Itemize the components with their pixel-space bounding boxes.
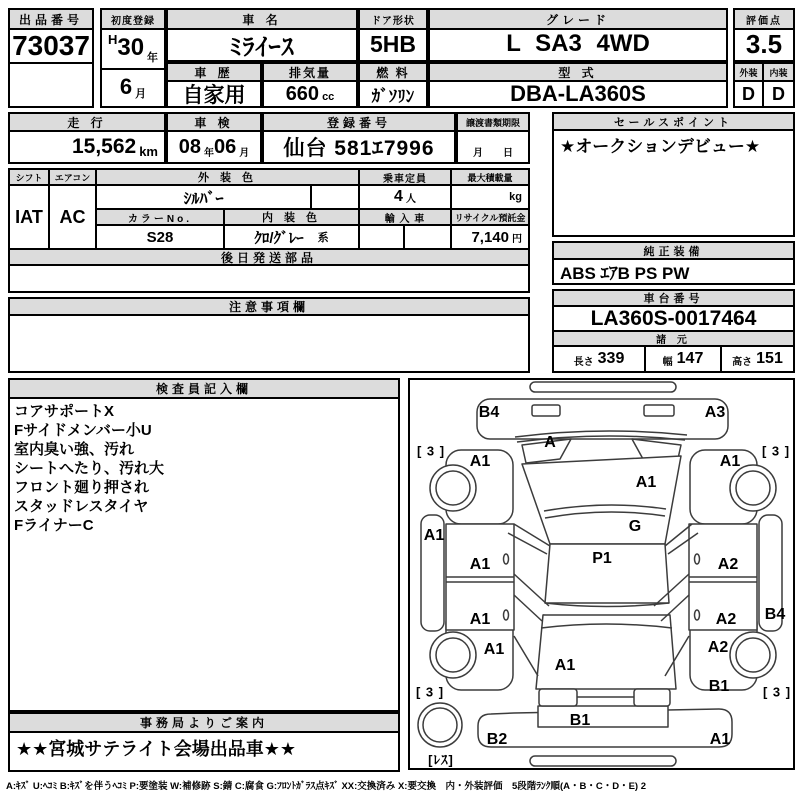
car-outline-diagram xyxy=(410,380,793,768)
auction-no-box xyxy=(8,8,94,108)
car-name-value: ﾐﾗｲｰｽ xyxy=(229,33,295,61)
spec-length-label: 長さ xyxy=(573,357,594,368)
damage-code: A xyxy=(544,434,556,451)
tire-grade-label: [ 3 ] xyxy=(416,443,446,459)
car-name-label: 車 名 xyxy=(168,10,356,30)
spec-length xyxy=(554,347,646,371)
fuel-label: 燃 料 xyxy=(360,64,426,82)
model-code-value: DBA-LA360S xyxy=(510,81,646,106)
shaken-year-unit: 年 xyxy=(204,148,214,159)
first-reg-era: H xyxy=(107,32,118,47)
int-color-suffix: 系 xyxy=(317,232,329,244)
legend-text: A:ｷｽﾞ U:ﾍｺﾐ B:ｷｽﾞを伴うﾍｺﾐ P:要塗装 W:補修跡 S:錆 C:腐食 G:ﾌﾛﾝﾄｶﾞﾗｽ点ｷｽﾞ XX:交換済み X:要交換 内・外装評価 5段階ﾗﾝｸ順(A・B・C・D・E) 2 xyxy=(6,781,647,792)
displacement-num: 660 xyxy=(285,82,320,105)
ext-color-value: ｼﾙﾊﾞｰ xyxy=(97,186,312,210)
recycle-unit: 円 xyxy=(512,234,522,245)
door-label: ドア形状 xyxy=(360,10,426,30)
equipment-value: ABS ｴｱB PS PW xyxy=(560,264,690,283)
first-reg-month xyxy=(102,70,164,104)
inspector-line: フロント廻り押され xyxy=(14,479,150,496)
mileage-label: 走 行 xyxy=(10,114,164,132)
shaken-box xyxy=(166,112,262,164)
inspector-line: 室内臭い強、汚れ xyxy=(14,441,135,458)
exterior-value: D xyxy=(735,82,764,106)
damage-code: B1 xyxy=(569,712,591,729)
door-box xyxy=(358,8,428,62)
reg-no-box xyxy=(262,112,456,164)
inspector-line: Fサイドメンバー小U xyxy=(14,422,152,439)
damage-code: A1 xyxy=(719,453,741,470)
exterior-label: 外装 xyxy=(735,64,764,82)
auction-no-label: 出品番号 xyxy=(10,10,92,30)
equipment-label: 純正装備 xyxy=(554,243,793,260)
aircon-label: エアコン xyxy=(50,170,97,186)
specs-label: 諸 元 xyxy=(554,332,793,347)
front-bumper xyxy=(477,399,728,439)
sales-point-value: ★オークションデビュー★ xyxy=(560,136,761,156)
damage-code: B1 xyxy=(708,678,730,695)
shift-value: IAT xyxy=(10,186,50,250)
inspector-notes xyxy=(10,399,398,535)
damage-code: A1 xyxy=(469,611,491,628)
right-headlight xyxy=(644,405,674,416)
damage-code: B2 xyxy=(486,731,508,748)
inspector-box xyxy=(8,378,400,712)
door-handle xyxy=(504,610,509,620)
spec-height-value: 151 xyxy=(756,350,783,367)
front-strip xyxy=(530,382,676,392)
office-value: ★★宮城サテライト会場出品車★★ xyxy=(16,739,297,759)
max-load-label: 最大積載量 xyxy=(452,170,528,186)
score-label: 評価点 xyxy=(735,10,793,30)
damage-code: A1 xyxy=(469,556,491,573)
int-color-name: ｸﾛ/ｸﾞﾚｰ xyxy=(254,229,304,247)
shaken-label: 車 検 xyxy=(168,114,260,132)
specs-row xyxy=(554,347,793,371)
spec-width xyxy=(646,347,722,371)
score-box xyxy=(733,8,795,62)
damage-code: A2 xyxy=(717,556,739,573)
spec-length-value: 339 xyxy=(597,350,625,367)
first-reg-month-unit: 月 xyxy=(135,88,147,100)
tire-grade-label: [ 3 ] xyxy=(415,684,445,700)
tire-grade-label: [ 3 ] xyxy=(762,684,792,700)
mileage-unit: km xyxy=(139,144,158,159)
first-reg-year xyxy=(102,30,164,70)
displacement-value xyxy=(264,82,356,106)
chassis-label: 車台番号 xyxy=(554,291,793,307)
office-box xyxy=(8,712,400,772)
damage-code: P1 xyxy=(592,550,612,567)
damage-diagram xyxy=(408,378,795,770)
inspector-line: シートへたり、汚れ大 xyxy=(14,460,165,477)
shaken-value xyxy=(168,132,260,162)
damage-code: A1 xyxy=(483,641,505,658)
fuel-box xyxy=(358,62,428,108)
model-code-label: 型 式 xyxy=(430,64,726,82)
capacity-unit: 人 xyxy=(405,194,416,205)
first-reg-year-unit: 年 xyxy=(147,52,159,64)
capacity-num: 4 xyxy=(394,188,403,205)
recycle-value xyxy=(452,226,528,250)
import-value-1 xyxy=(360,226,405,250)
equipment-box xyxy=(552,241,795,285)
ext-int-box xyxy=(733,62,795,108)
shaken-year: 08 xyxy=(178,135,201,158)
inspector-line: FライナーC xyxy=(14,517,94,534)
spec-width-label: 幅 xyxy=(662,357,673,368)
sales-point-label: セールスポイント xyxy=(554,114,793,131)
damage-code: A1 xyxy=(423,527,445,544)
transfer-value: 月 日 xyxy=(473,148,513,159)
damage-code: B4 xyxy=(764,606,786,623)
import-value-2 xyxy=(405,226,452,250)
spec-height-label: 高さ xyxy=(732,357,753,368)
mileage-value xyxy=(10,132,164,162)
color-no-label: カラーNo. xyxy=(97,210,225,226)
reg-no-value: 仙台 581ｴ7996 xyxy=(283,137,435,160)
reg-no-label: 登録番号 xyxy=(264,114,454,132)
int-color-label: 内 装 色 xyxy=(225,210,360,226)
grade-value: L SA3 4WD xyxy=(506,30,650,57)
inspector-label: 検査員記入欄 xyxy=(10,380,398,399)
color-grid-box xyxy=(8,168,530,293)
model-code-box xyxy=(428,62,728,108)
chassis-specs-box xyxy=(552,289,795,373)
later-parts-value xyxy=(10,266,528,291)
interior-value: D xyxy=(772,83,785,104)
fuel-value: ｶﾞｿﾘﾝ xyxy=(371,86,415,106)
history-box xyxy=(166,62,262,108)
hood-windshield xyxy=(522,456,681,544)
mileage-num: 15,562 xyxy=(71,135,137,158)
aircon-value: AC xyxy=(50,186,97,250)
door-value: 5HB xyxy=(369,30,416,57)
damage-code: A3 xyxy=(704,404,726,421)
chassis-value: LA360S-0017464 xyxy=(554,307,793,332)
damage-code: A1 xyxy=(635,474,657,491)
transfer-box xyxy=(456,112,530,164)
grade-box xyxy=(428,8,728,62)
first-reg-month-num: 6 xyxy=(119,74,133,99)
transfer-label: 譲渡書類期限 xyxy=(458,114,528,132)
door-handle xyxy=(695,554,700,564)
shaken-month: 06 xyxy=(214,135,237,158)
capacity-label: 乗車定員 xyxy=(360,170,452,186)
auction-no-value: 73037 xyxy=(10,30,92,64)
int-color-value xyxy=(225,226,360,250)
inspector-line: コアサポートX xyxy=(14,403,115,420)
rear-panel xyxy=(538,706,668,727)
first-reg-year-num: 30 xyxy=(117,34,145,61)
shaken-month-unit: 月 xyxy=(239,148,250,159)
recycle-label: リサイクル預託金 xyxy=(452,210,528,226)
displacement-label: 排気量 xyxy=(264,64,356,82)
office-label: 事務局よりご案内 xyxy=(10,714,398,733)
tire-grade-label: [ 3 ] xyxy=(761,443,791,459)
car-name-box xyxy=(166,8,358,62)
damage-code: G xyxy=(628,518,642,535)
later-parts-label: 後日発送部品 xyxy=(10,250,528,266)
sales-point-box xyxy=(552,112,795,237)
door-handle xyxy=(695,610,700,620)
first-reg-label: 初度登録 xyxy=(102,10,164,30)
history-label: 車 歴 xyxy=(168,64,260,82)
caution-box xyxy=(8,297,530,373)
rear-strip xyxy=(530,756,676,766)
max-load-value: kg xyxy=(452,186,528,210)
caution-label: 注意事項欄 xyxy=(10,299,528,316)
door-handle xyxy=(504,554,509,564)
shift-label: シフト xyxy=(10,170,50,186)
spec-height xyxy=(722,347,793,371)
color-no-value: S28 xyxy=(97,226,225,250)
caution-value xyxy=(10,316,528,371)
mileage-box xyxy=(8,112,166,164)
ext-color-blank xyxy=(312,186,360,210)
grade-label: グレード xyxy=(430,10,726,30)
left-garnish xyxy=(539,689,577,706)
score-value: 3.5 xyxy=(745,28,783,59)
right-garnish xyxy=(634,689,670,706)
displacement-unit: cc xyxy=(322,91,335,103)
damage-code: A2 xyxy=(707,639,729,656)
damage-code: A2 xyxy=(715,611,737,628)
left-headlight xyxy=(532,405,560,416)
damage-code: A1 xyxy=(554,657,576,674)
history-value: 自家用 xyxy=(182,84,246,107)
spare-tire-label: [ﾚｽ] xyxy=(428,752,454,768)
damage-code: B4 xyxy=(478,404,500,421)
interior-label: 内装 xyxy=(764,64,793,82)
inspector-line: スタッドレスタイヤ xyxy=(14,498,149,515)
damage-code: A1 xyxy=(469,453,491,470)
displacement-box xyxy=(262,62,358,108)
ext-color-label: 外 装 色 xyxy=(97,170,360,186)
capacity-value xyxy=(360,186,452,210)
import-label: 輸 入 車 xyxy=(360,210,452,226)
damage-code: A1 xyxy=(709,731,731,748)
spec-width-value: 147 xyxy=(676,350,704,367)
recycle-num: 7,140 xyxy=(471,228,509,246)
first-reg-box xyxy=(100,8,166,108)
